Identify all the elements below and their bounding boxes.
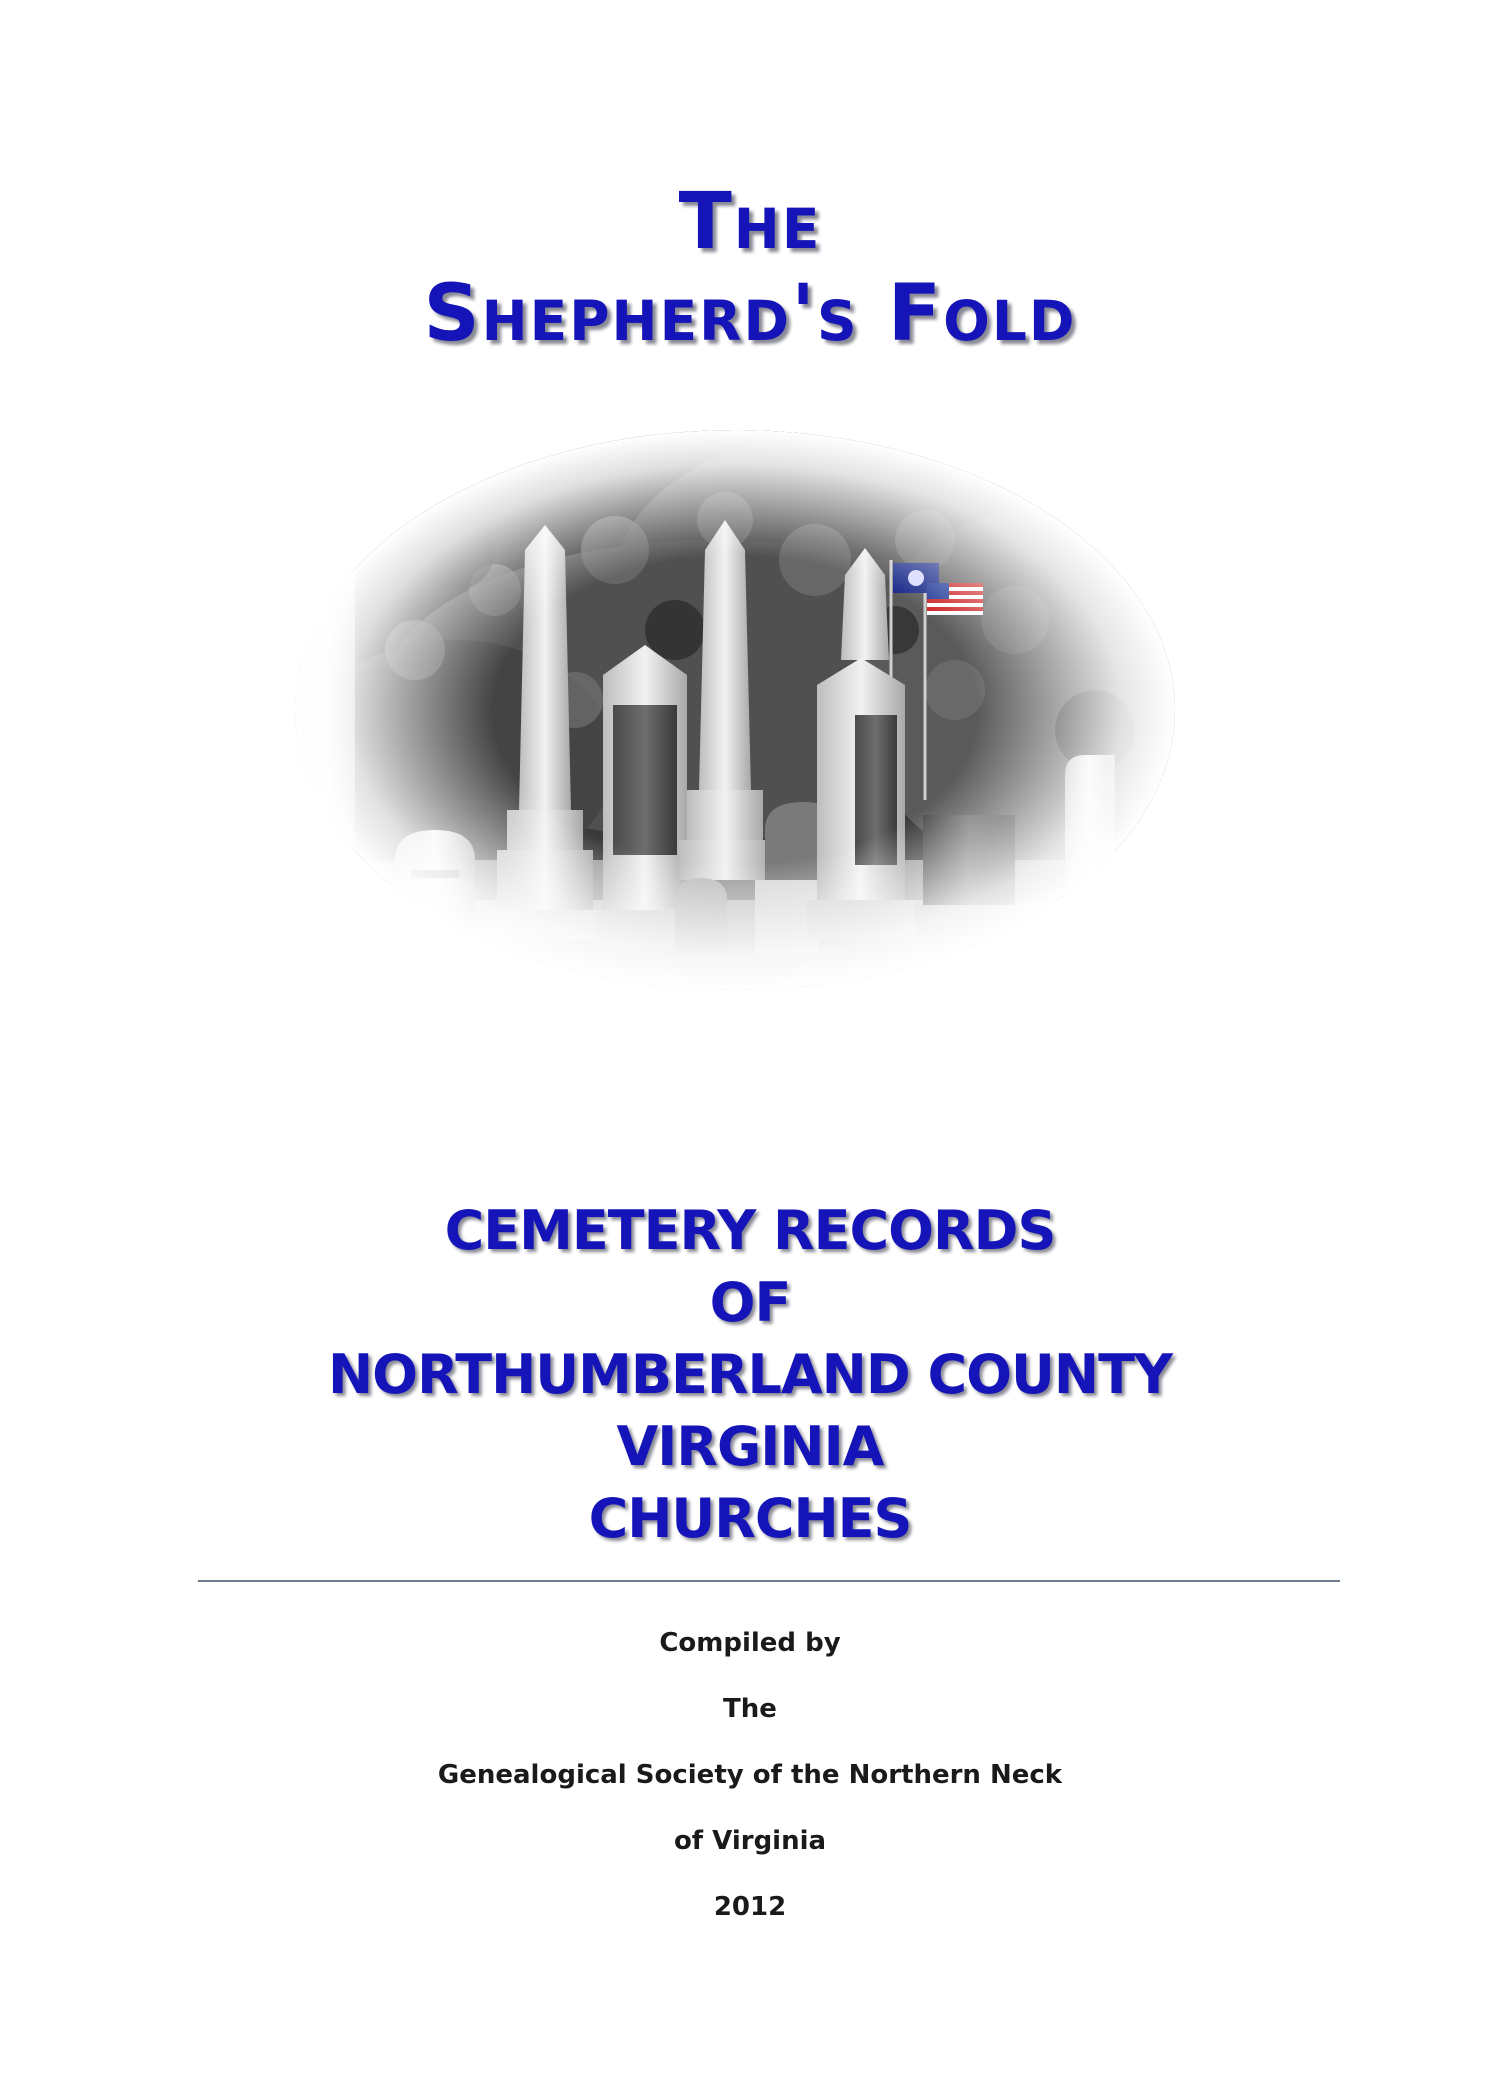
horizontal-divider xyxy=(198,1580,1340,1582)
credits-the: The xyxy=(723,1694,777,1724)
title-line-shepherds-fold: Shepherd's Fold xyxy=(423,268,1077,359)
credits-society-name: Genealogical Society of the Northern Neck xyxy=(437,1760,1063,1790)
records-line-northumberland-county: NORTHUMBERLAND COUNTY xyxy=(327,1343,1173,1406)
credits-year: 2012 xyxy=(713,1892,787,1922)
cemetery-photo-icon xyxy=(295,430,1175,990)
records-line-churches: CHURCHES xyxy=(588,1487,912,1550)
records-heading xyxy=(0,1195,1500,1555)
credits-compiled-by: Compiled by xyxy=(659,1628,841,1658)
credits-of-virginia: of Virginia xyxy=(673,1826,827,1856)
credits-block xyxy=(0,1610,1500,1940)
title-line-the: The xyxy=(678,177,822,267)
records-line-virginia: VIRGINIA xyxy=(616,1415,884,1478)
cover-title xyxy=(0,177,1500,359)
records-line-of: OF xyxy=(709,1271,791,1334)
records-line-cemetery-records: CEMETERY RECORDS xyxy=(444,1199,1056,1262)
